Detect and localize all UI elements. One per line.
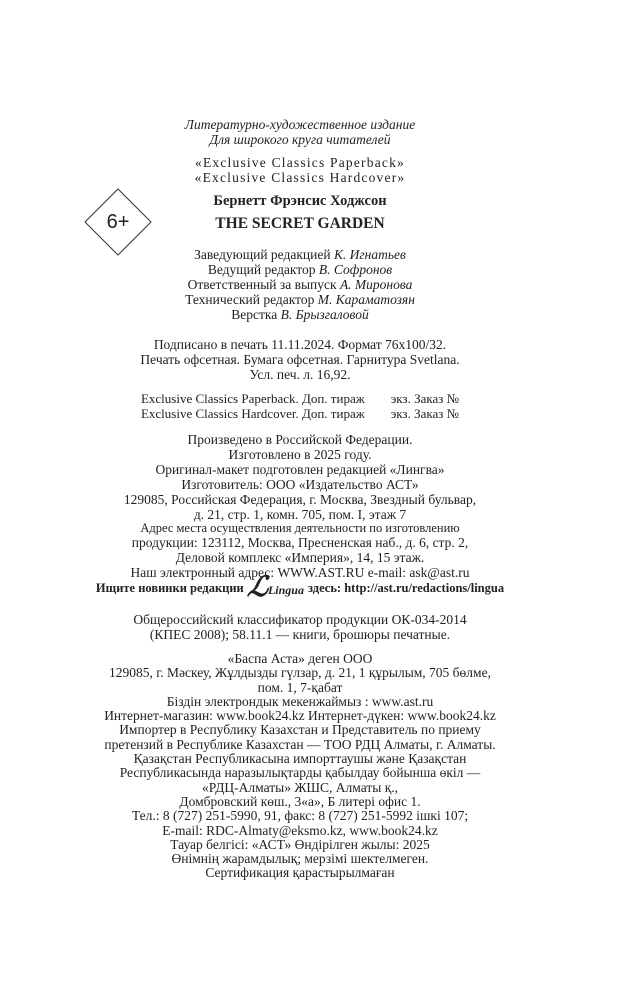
print-info-block: [60, 337, 540, 382]
kazakh-line: Домбровский көш., 3«а», Б литері офис 1.: [179, 793, 421, 809]
lingua-link[interactable]: здесь: http://ast.ru/redactions/lingua: [307, 580, 505, 595]
kazakh-line: Қазақстан Республикасына импорттаушы және Қазақстан: [133, 751, 467, 767]
manufacturer-line: Изготовитель: ООО «Издательство АСТ»: [181, 477, 419, 492]
kazakh-line: Өнімнің жарамдылық; мерзімі шектелмеген.: [171, 851, 429, 867]
lingua-logo: ℒ Lingua: [245, 572, 304, 603]
print-run-row: [60, 391, 540, 406]
age-rating-badge: [84, 188, 152, 256]
credit-line: [60, 292, 540, 307]
kazakh-line: Тел.: 8 (727) 251-5990, 91, факс: 8 (727) 251-5992 ішкі 107;: [131, 808, 469, 824]
credit-role: Технический редактор: [185, 292, 315, 307]
manufacturer-line: Наш электронный адрес: WWW.AST.RU e-mail: ask@ast.ru: [130, 565, 470, 580]
manufacturer-line: Оригинал-макет подготовлен редакцией «Лингва»: [155, 462, 445, 477]
manufacturer-line: Адрес места осуществления деятельности по изготовлению: [140, 521, 460, 535]
lingua-prefix: Ищите новинки редакции: [95, 580, 244, 595]
print-info-line: Печать офсетная. Бумага офсетная. Гарнитура Svetlana.: [140, 352, 460, 367]
credit-name: М. Караматозян: [317, 292, 415, 307]
credit-name: А. Миронова: [339, 277, 413, 292]
manufacturer-block: [60, 432, 540, 580]
age-rating: 6+: [106, 211, 130, 233]
kazakh-line: «РДЦ-Алматы» ЖШС, Алматы қ.,: [201, 779, 399, 795]
manufacturer-line: Деловой комплекс «Империя», 14, 15 этаж.: [175, 550, 425, 565]
audience-line: Для широкого круга читателей: [209, 132, 391, 147]
kazakh-line: Республикасында наразылықтарды қабылдау бойынша өкіл —: [119, 765, 481, 781]
kazakh-line: Интернет-магазин: www.book24.kz Интернет-дүкен: www.book24.kz: [104, 708, 496, 724]
print-run-order: экз. Заказ №: [390, 406, 460, 421]
credit-role: Заведующий редакцией: [194, 247, 331, 262]
print-run-label: Exclusive Classics Paperback. Доп. тираж: [140, 391, 365, 406]
credit-line: [60, 277, 540, 292]
print-run-label: Exclusive Classics Hardcover. Доп. тираж: [140, 406, 365, 421]
print-run-row: [60, 406, 540, 421]
kazakh-line: 129085, г. Мәскеу, Жұлдызды гүлзар, д. 21, 1 құрылым, 705 бөлме,: [109, 665, 491, 681]
credit-line: [60, 247, 540, 262]
print-runs-block: [60, 391, 540, 421]
lingua-logo-text: Lingua: [267, 583, 304, 597]
manufacturer-line: 129085, Российская Федерация, г. Москва, Звездный бульвар,: [123, 492, 477, 507]
genre-line: Литературно-художественное издание: [184, 117, 416, 132]
credit-role: Ведущий редактор: [207, 262, 316, 277]
manufacturer-line: д. 21, стр. 1, комн. 705, пом. I, этаж 7: [193, 507, 407, 522]
kazakh-line: Біздін электрондык мекенжаймыз : www.ast.ru: [166, 693, 434, 709]
print-run-order: экз. Заказ №: [390, 391, 460, 406]
credit-line: [60, 307, 540, 322]
kazakh-line: претензий в Республике Казахстан — ТОО РДЦ Алматы, г. Алматы.: [104, 736, 496, 752]
manufacturer-line: продукции: 123112, Москва, Пресненская наб., д. 6, стр. 2,: [131, 535, 469, 550]
manufacturer-line: Изготовлено в 2025 году.: [228, 447, 372, 462]
series-hardcover: «Exclusive Classics Hardcover»: [194, 170, 406, 185]
print-info-line: Усл. печ. л. 16,92.: [249, 367, 351, 382]
print-info-line: Подписано в печать 11.11.2024. Формат 76x100/32.: [153, 337, 447, 352]
credit-name: В. Софронов: [318, 262, 393, 277]
classifier-line: Общероссийский классификатор продукции ОК-034-2014: [133, 612, 467, 627]
classifier-line: (КПЕС 2008); 58.11.1 — книги, брошюры печатные.: [149, 627, 451, 642]
manufacturer-line: Произведено в Российской Федерации.: [187, 432, 413, 447]
kazakh-line: E-mail: RDC-Almaty@eksmo.kz, www.book24.kz: [162, 822, 438, 838]
kazakh-line: Сертификация қарастырылмаған: [205, 865, 395, 881]
credit-name: К. Игнатьев: [333, 247, 406, 262]
credit-role: Верстка: [231, 307, 278, 322]
kazakh-line: «Баспа Аста» деген ООО: [227, 651, 373, 666]
series-paperback: «Exclusive Classics Paperback»: [195, 155, 405, 170]
credits-block: [60, 247, 540, 322]
credit-role: Ответственный за выпуск: [187, 277, 337, 292]
credit-line: [60, 262, 540, 277]
book-title: THE SECRET GARDEN: [215, 215, 385, 232]
kazakh-block: [60, 652, 540, 881]
author: Бернетт Фрэнсис Ходжсон: [213, 193, 387, 209]
kazakh-line: Тауар белгісі: «АСТ» Өндірілген жылы: 2025: [170, 836, 430, 852]
classifier-block: [60, 612, 540, 642]
kazakh-line: Импортер в Республику Казахстан и Представитель по приему: [119, 722, 481, 738]
kazakh-line: пом. 1, 7-қабат: [257, 679, 343, 695]
credit-name: В. Брызгаловой: [280, 307, 369, 322]
